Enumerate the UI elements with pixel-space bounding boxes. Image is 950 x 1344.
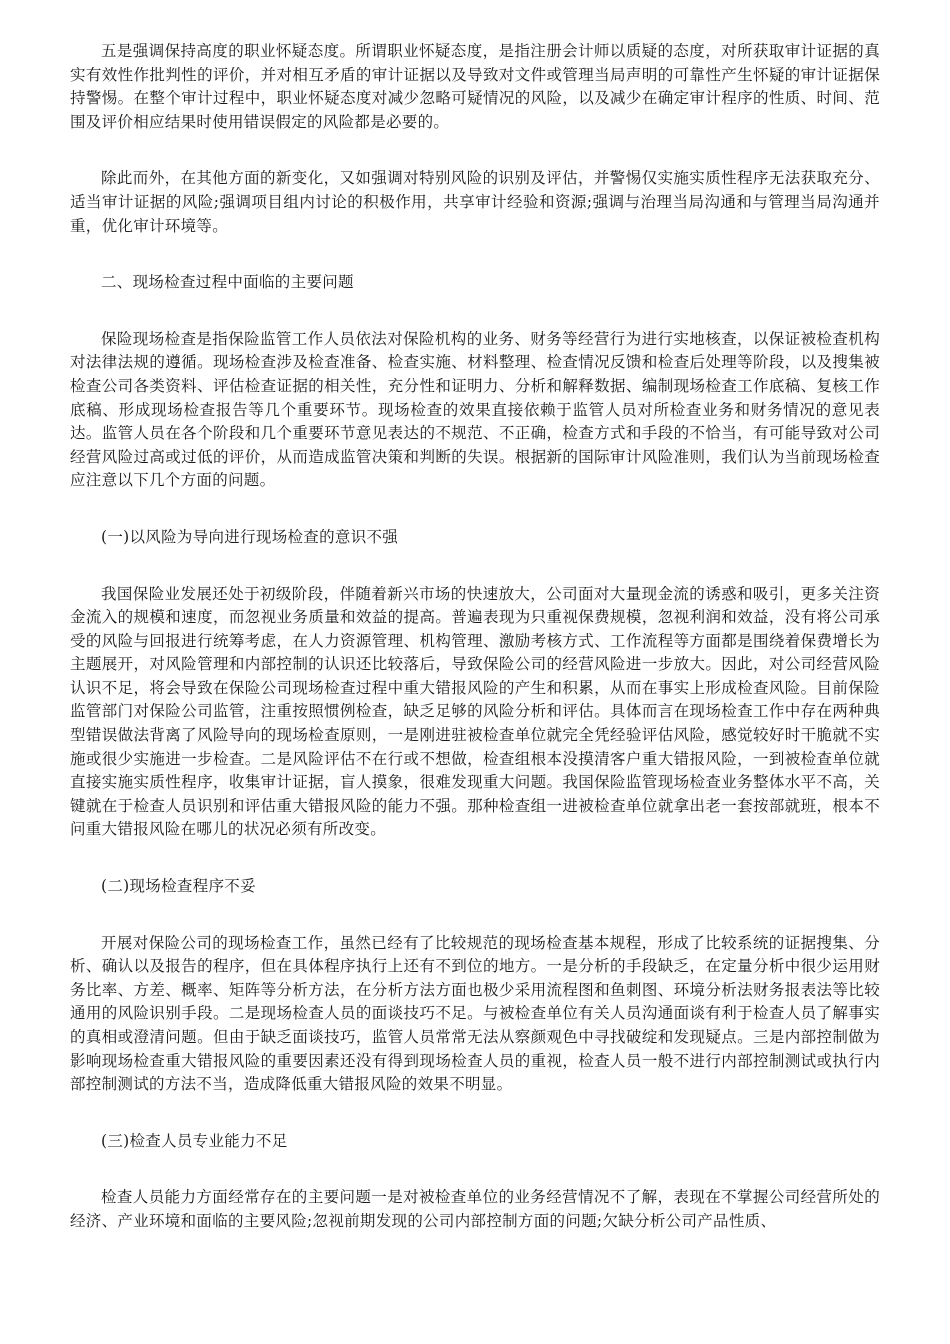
subheading-inspector-competence: (三)检查人员专业能力不足 (101, 1131, 288, 1150)
paragraph-professional-skepticism: 五是强调保持高度的职业怀疑态度。所谓职业怀疑态度，是指注册会计师以质疑的态度，对所获取审计证据的真实有效性作批判性的评价，并对相互矛盾的审计证据以及导致对文件或管理当局声明的可靠性产生怀疑的审计证据保持警惕。在整个审计过程中，职业怀疑态度对减少忽略可疑情况的风险，以及减少在确定审计程序的性质、时间、范围及评价相应结果时使用错误假定的风险都是必要的。 (70, 42, 880, 131)
subheading-inspection-procedure: (二)现场检查程序不妥 (101, 877, 256, 896)
paragraph-inspection-procedure: 开展对保险公司的现场检查工作，虽然已经有了比较规范的现场检查基本规程，形成了比较系统的证据搜集、分析、确认以及报告的程序，但在具体程序执行上还有不到位的地方。一是分析的手段缺乏，在定量分析中很少运用财务比率、方差、概率、矩阵等分析方法，在分析方法方面也极少采用流程图和鱼刺图、环境分析法财务报表法等比较通用的风险识别手段。二是现场检查人员的面谈技巧不足。与被检查单位有关人员沟通面谈有利于检查人员了解事实的真相或澄清问题。但由于缺乏面谈技巧，监管人员常常无法从察颜观色中寻找破绽和发现疑点。三是内部控制做为影响现场检查重大错报风险的重要因素还没有得到现场检查人员的重视，检查人员一般不进行内部控制测试或执行内部控制测试的方法不当，造成降低重大错报风险的效果不明显。 (70, 933, 880, 1094)
paragraph-inspector-competence: 检查人员能力方面经常存在的主要问题一是对被检查单位的业务经营情况不了解，表现在不掌握公司经营所处的经济、产业环境和面临的主要风险;忽视前期发现的公司内部控制方面的问题;欠缺分析公司产品性质、 (70, 1188, 880, 1230)
section-heading-main-problems: 二、现场检查过程中面临的主要问题 (101, 273, 354, 292)
paragraph-onsite-inspection-intro: 保险现场检查是指保险监管工作人员依法对保险机构的业务、财务等经营行为进行实地核查，以保证被检查机构对法律法规的遵循。现场检查涉及检查准备、检查实施、材料整理、检查情况反馈和检查后处理等阶段，以及搜集被检查公司各类资料、评估检查证据的相关性，充分性和证明力、分析和解释数据、编制现场检查工作底稿、复核工作底稿、形成现场检查报告等几个重要环节。现场检查的效果直接依赖于监管人员对所检查业务和财务情况的意见表达。监管人员在各个阶段和几个重要环节意见表达的不规范、不正确，检查方式和手段的不恰当，有可能导致对公司经营风险过高或过低的评价，从而造成监管决策和判断的失误。根据新的国际审计风险准则，我们认为当前现场检查应注意以下几个方面的问题。 (70, 329, 880, 490)
paragraph-risk-awareness: 我国保险业发展还处于初级阶段，伴随着新兴市场的快速放大，公司面对大量现金流的诱惑和吸引，更多关注资金流入的规模和速度，而忽视业务质量和效益的提高。普遍表现为只重视保费规模，忽视利润和效益，没有将公司承受的风险与回报进行统筹考虑，在人力资源管理、机构管理、激励考核方式、工作流程等方面都是围绕着保费增长为主题展开，对风险管理和内部控制的认识还比较落后，导致保险公司的经营风险进一步放大。因此，对公司经营风险认识不足，将会导致在保险公司现场检查过程中重大错报风险的产生和积累，从而在事实上形成检查风险。目前保险监管部门对保险公司监管，注重按照惯例检查，缺乏足够的风险分析和评估。具体而言在现场检查工作中存在两种典型错误做法背离了风险导向的现场检查原则，一是刚进驻被检查单位就完全凭经验评估风险，感觉较好时干脆就不实施或很少实施进一步检查。二是风险评估不在行或不想做，检查组根本没摸清客户重大错报风险，一到被检查单位就直接实施实质性程序，收集审计证据，盲人摸象，很难发现重大问题。我国保险监管现场检查业务整体水平不高，关键就在于检查人员识别和评估重大错报风险的能力不强。那种检查组一进被检查单位就拿出老一套按部就班，根本不问重大错报风险在哪儿的状况必须有所改变。 (70, 584, 880, 839)
subheading-risk-awareness: (一)以风险为导向进行现场检查的意识不强 (101, 527, 399, 546)
paragraph-other-changes: 除此而外，在其他方面的新变化，又如强调对特别风险的识别及评估，并警惕仅实施实质性程序无法获取充分、适当审计证据的风险;强调项目组内讨论的积极作用，共享审计经验和资源;强调与治理当局沟通和与管理当局沟通并重，优化审计环境等。 (70, 169, 880, 235)
